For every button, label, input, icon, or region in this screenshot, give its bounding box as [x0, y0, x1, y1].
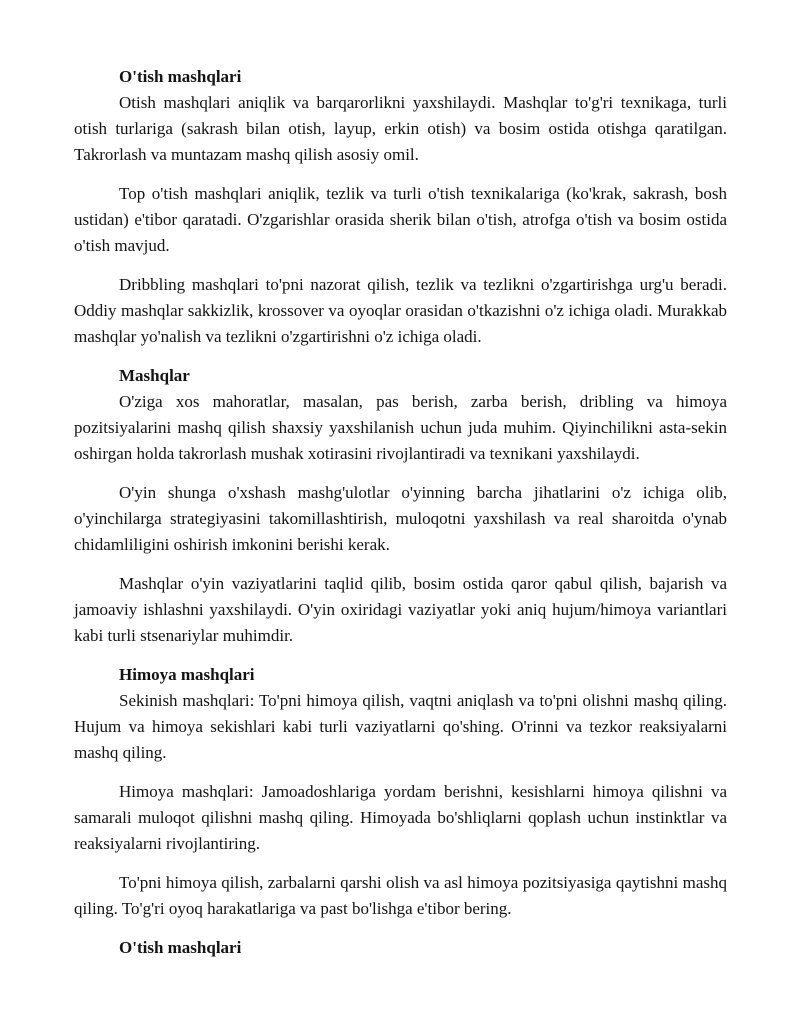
- paragraph: Dribbling mashqlari to'pni nazorat qilish, tezlik va tezlikni o'zgartirishga urg'u beradi. Oddiy mashqlar sakkizlik, krossover va oyoqlar orasidan o'tkazishni o'z ichiga oladi. Murakkab mashqlar yo'nalish va tezlikni o'zgartirishni o'z ichiga oladi.: [74, 275, 727, 346]
- paragraph: Otish mashqlari aniqlik va barqarorlikni yaxshilaydi. Mashqlar to'g'ri texnikaga, turli otish turlariga (sakrash bilan otish, layup, erkin otish) va bosim ostida otishga qaratilgan. Takrorlash va muntazam mashq qilish asosiy omil.: [74, 93, 727, 164]
- paragraph: O'ziga xos mahoratlar, masalan, pas berish, zarba berish, dribling va himoya pozitsiyalarini mashq qilish shaxsiy yaxshilanish uchun juda muhim. Qiyinchilikni asta-sekin oshirgan holda takrorlash mushak xotirasini rivojlantiradi va texnikani yaxshilaydi.: [74, 392, 727, 463]
- paragraph: Himoya mashqlari: Jamoadoshlariga yordam berishni, kesishlarni himoya qilishni va samarali muloqot qilishni mashq qiling. Himoyada bo'shliqlarni qoplash uchun instinktlar va reaksiyalarni rivojlantiring.: [74, 782, 727, 853]
- paragraph: To'pni himoya qilish, zarbalarni qarshi olish va asl himoya pozitsiyasiga qaytishni mashq qiling. To'g'ri oyoq harakatlariga va past bo'lishga e'tibor bering.: [74, 873, 727, 918]
- section-heading: Mashqlar: [119, 366, 190, 385]
- section-heading: Himoya mashqlari: [119, 665, 255, 684]
- section-heading: O'tish mashqlari: [119, 67, 242, 86]
- paragraph: Mashqlar o'yin vaziyatlarini taqlid qilib, bosim ostida qaror qabul qilish, bajarish va jamoaviy ishlashni yaxshilaydi. O'yin oxiridagi vaziyatlar yoki aniq hujum/himoya variantlari kabi turli stsenariylar muhimdir.: [74, 574, 727, 645]
- paragraph: Top o'tish mashqlari aniqlik, tezlik va turli o'tish texnikalariga (ko'krak, sakrash, bosh ustidan) e'tibor qaratadi. O'zgarishlar orasida sherik bilan o'tish, atrofga o'tish va bosim ostida o'tish mavjud.: [74, 184, 727, 255]
- section-heading: O'tish mashqlari: [119, 938, 242, 957]
- paragraph: Sekinish mashqlari: To'pni himoya qilish, vaqtni aniqlash va to'pni olishni mashq qiling. Hujum va himoya sekishlari kabi turli vaziyatlarni qo'shing. O'rinni va tezkor reaksiyalarni mashq qiling.: [74, 691, 727, 762]
- paragraph: O'yin shunga o'xshash mashg'ulotlar o'yinning barcha jihatlarini o'z ichiga olib, o'yinchilarga strategiyasini takomillashtirish, muloqotni yaxshilash va real sharoitda o'ynab chidamliligini oshirish imkonini berishi kerak.: [74, 483, 727, 554]
